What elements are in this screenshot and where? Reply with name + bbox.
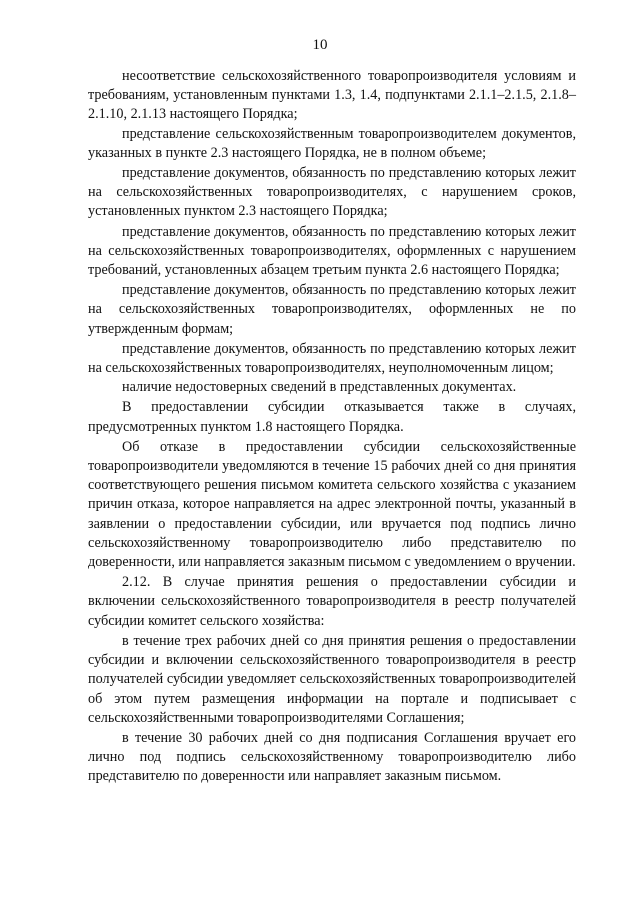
paragraph-refusal-cases: В предоставлении субсидии отказывается также в случаях, предусмотренных пунктом 1.8 настоящего Порядка.: [88, 399, 576, 435]
paragraph-unauthorized-person: представление документов, обязанность по представлению которых лежит на сельскохозяйственных товаропроизводителях, неуполномоченным лицом;: [88, 340, 576, 377]
paragraph-three-days-notice: в течение трех рабочих дней со дня принятия решения о предоставлении субсидии и включении сельскохозяйственного товаропроизводителя в реестр получателей субсидии уведомляет сельскохозяйственных товаропроизводителей об этом путем размещения информации на портале и подписывает с сельскохозяйственными товаропроизводителями Соглашения;: [88, 632, 576, 726]
paragraph-late-documents: представление документов, обязанность по представлению которых лежит на сельскохозяйственных товаропроизводителях, с нарушением сроков, установленных пунктом 2.3 настоящего Порядка;: [88, 165, 576, 220]
paragraph-requirements-violation: представление документов, обязанность по представлению которых лежит на сельскохозяйственных товаропроизводителях, оформленных с нарушением требований, установленных абзацем третьим пункта 2.6 настоящего Порядка;: [88, 223, 576, 279]
paragraph-incomplete-documents: представление сельскохозяйственным товаропроизводителем документов, указанных в пункте 2.3 настоящего Порядка, не в полном объеме;: [88, 125, 576, 161]
paragraph-unapproved-forms: представление документов, обязанность по представлению которых лежит на сельскохозяйственных товаропроизводителях, оформленных не по утвержденным формам;: [88, 282, 576, 337]
paragraph-unreliable-info: наличие недостоверных сведений в представленных документах.: [122, 379, 517, 396]
page-number: 10: [312, 37, 328, 53]
document-body: [88, 67, 576, 787]
paragraph-requirements-mismatch: несоответствие сельскохозяйственного товаропроизводителя условиям и требованиям, установленным пунктами 1.3, 1.4, подпунктами 2.1.1–2.1.5, 2.1.8–2.1.10, 2.1.13 настоящего Порядка;: [88, 68, 576, 123]
paragraph-thirty-days-delivery: в течение 30 рабочих дней со дня подписания Соглашения вручает его лично под подпись сельскохозяйственному товаропроизводителю либо представителю по доверенности или направляет заказным письмом.: [88, 729, 576, 785]
paragraph-section-2-12: 2.12. В случае принятия решения о предоставлении субсидии и включении сельскохозяйственного товаропроизводителя в реестр получателей субсидии комитет сельского хозяйства:: [88, 574, 576, 629]
paragraph-refusal-notification: Об отказе в предоставлении субсидии сельскохозяйственные товаропроизводители уведомляются в течение 15 рабочих дней со дня принятия соответствующего решения письмом комитета сельского хозяйства с указанием причин отказа, которое направляется на адрес электронной почты, указанный в заявлении о предоставлении субсидии, или вручается под подпись лично сельскохозяйственному товаропроизводителю либо представителю по доверенности, или направляется заказным письмом с уведомлением о вручении.: [88, 438, 576, 571]
